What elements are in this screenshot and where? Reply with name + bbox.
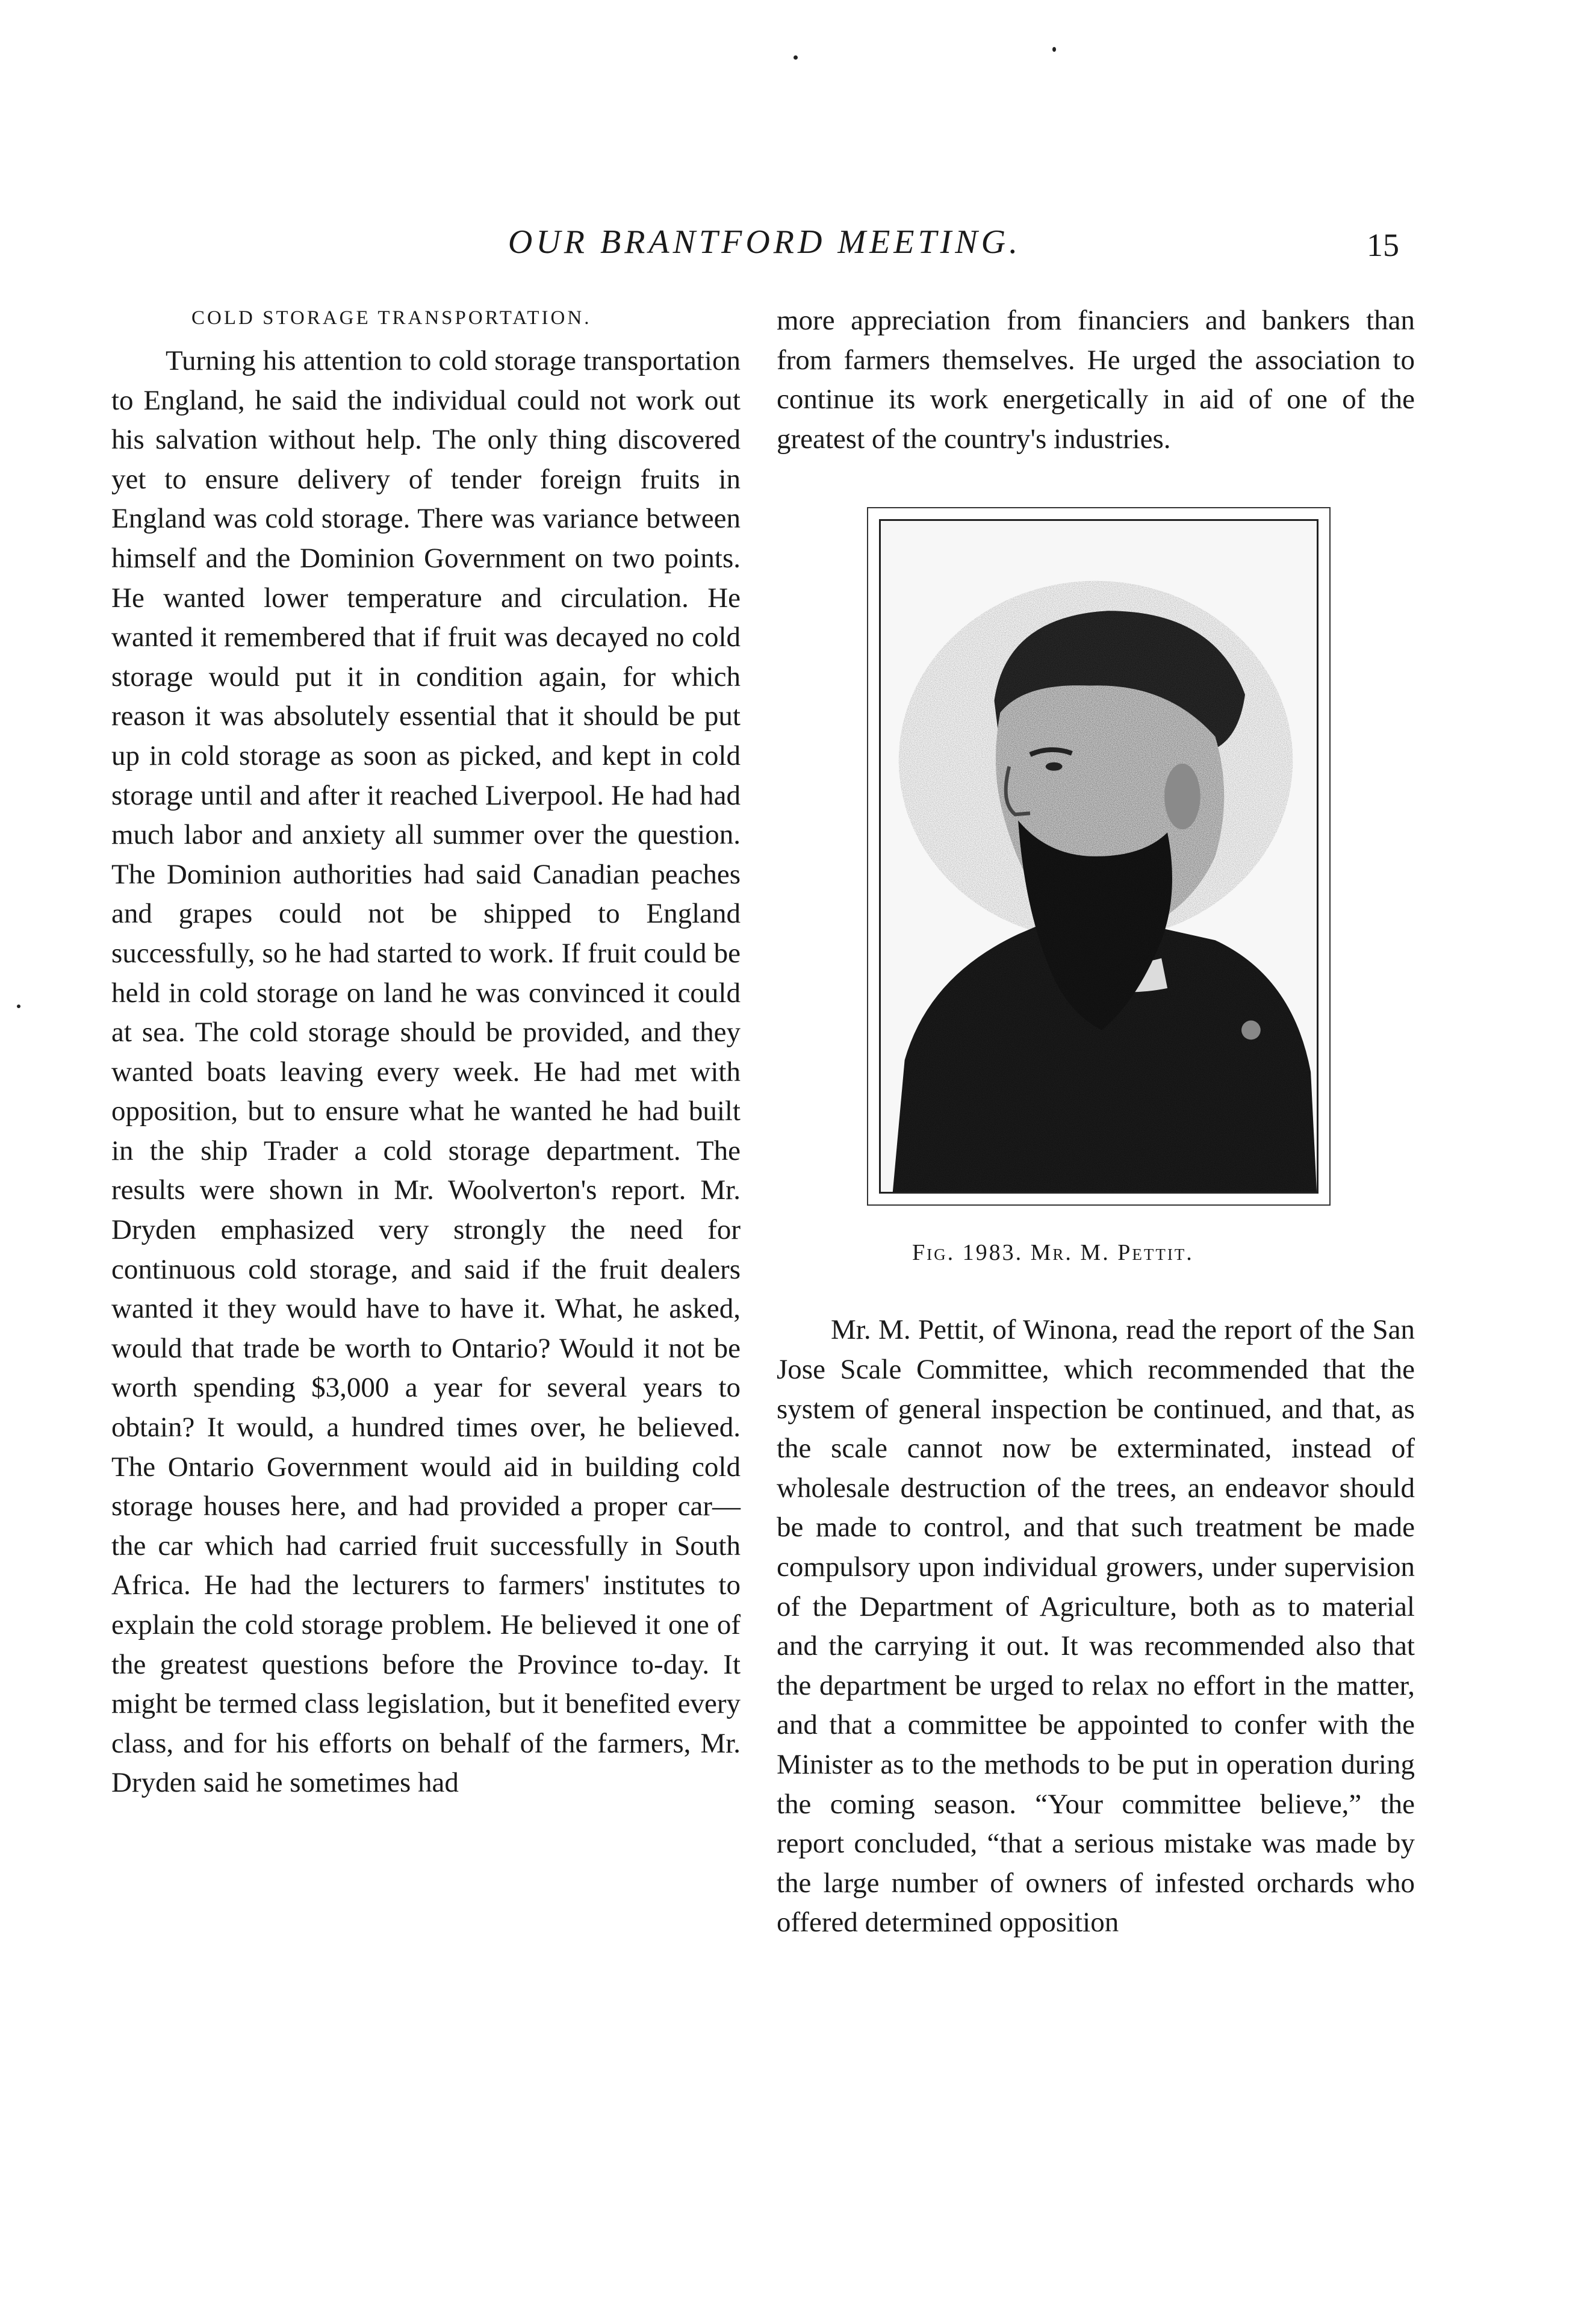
portrait-figure — [777, 507, 1415, 1266]
section-heading: COLD STORAGE TRANSPORTATION. — [191, 307, 592, 329]
ink-speck — [794, 55, 798, 60]
running-title: OUR BRANTFORD MEETING. — [508, 223, 1022, 261]
continuation-paragraph: more appreciation from financiers and bankers than from farmers themselves. He urged the association to continue its work energetically in aid of one of the greatest of the country's industries. — [777, 305, 1415, 455]
body-paragraph: Turning his attention to cold storage transportation to England, he said the individual could not work out his salvation without help. The only thing discovered yet to ensure delivery of tender foreign fruits in England was cold storage. There was variance between himself and the Dominion Government on two points. He wanted lower temperature and circulation. He wanted it remembered that if fruit was decayed no cold storage would put it in condition again, for which reason it was absolutely essential that it should be put up in cold storage as soon as picked, and kept in cold storage until and after it reached Liverpool. He had had much labor and anxiety all summer over the question. The Dominion authorities had said Canadian peaches and grapes could not be shipped to England successfully, so he had started to work. If fruit could be held in cold storage on land he was convinced it could at sea. The cold storage should be provided, and they wanted boats leaving every week. He had met with opposition, but to ensure what he wanted he had built in the ship Trader a cold storage department. The results were shown in Mr. Woolverton's report. Mr. Dryden emphasized very strongly the need for continuous cold storage, and said if the fruit dealers wanted it they would have to have it. What, he asked, would that trade be worth to Ontario? Would it not be worth spending $3,000 a year for several years to obtain? It would, a hundred times over, he believed. The Ontario Government would aid in building cold storage houses here, and had provided a proper car—the car which had carried fruit successfully in South Africa. He had the lecturers to farmers' institutes to explain the cold storage problem. He believed it one of the greatest questions before the Province to-day. It might be termed class legislation, but it benefited every class, and for his efforts on behalf of the farmers, Mr. Dryden said he sometimes had — [111, 345, 741, 1799]
page-number: 15 — [1367, 227, 1399, 263]
portrait-frame — [867, 507, 1331, 1206]
figure-caption: Fig. 1983. Mr. M. Pettit. — [912, 1240, 1194, 1266]
right-column — [777, 301, 1415, 1943]
left-column — [111, 301, 741, 1803]
ink-speck — [17, 1005, 20, 1008]
body-paragraph: Mr. M. Pettit, of Winona, read the report of the San Jose Scale Committee, which recommended that the system of general inspection be continued, and that, as the scale cannot now be exterminated, instead of wholesale destruction of the trees, an endeavor should be made to control, and that such treatment be made compulsory upon individual growers, under supervision of the Department of Agriculture, both as to material and the carrying it out. It was recommended also that the department be urged to relax no effort in the matter, and that a committee be appointed to confer with the Minister as to the methods to be put in operation during the coming season. “Your committee believe,” the report concluded, “that a serious mistake was made by the large number of owners of infested orchards who offered determined opposition — [777, 1314, 1415, 1939]
portrait-image — [881, 521, 1317, 1192]
ink-speck — [1052, 47, 1056, 52]
running-head — [0, 223, 1581, 271]
portrait-photograph — [879, 519, 1319, 1194]
